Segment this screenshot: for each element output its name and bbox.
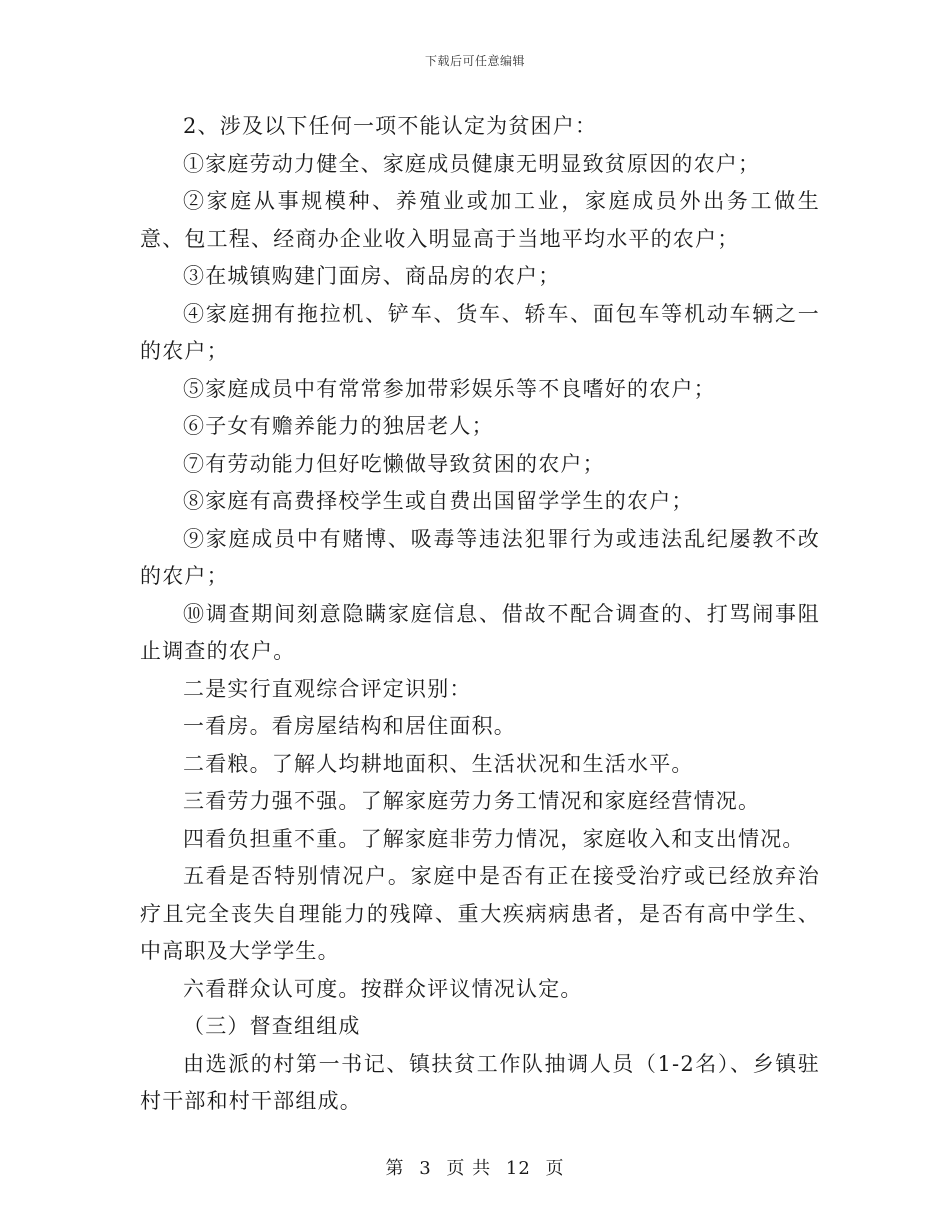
footer-prefix: 第 bbox=[385, 1158, 405, 1179]
section-heading: （三）督查组组成 bbox=[183, 1014, 361, 1038]
list-item: ⑩调查期间刻意隐瞒家庭信息、借故不配合调查的、打骂闹事阻止调查的农户。 bbox=[140, 601, 820, 663]
header-text: 下载后可任意编辑 bbox=[424, 54, 525, 68]
list-item: ⑨家庭成员中有赌博、吸毒等违法犯罪行为或违法乱纪屡教不改的农户； bbox=[140, 526, 820, 588]
paragraph: 四看负担重不重。了解家庭非劳力情况，家庭收入和支出情况。 bbox=[183, 826, 805, 851]
footer-suffix: 页 bbox=[545, 1158, 565, 1179]
footer-middle: 页 共 bbox=[446, 1158, 492, 1179]
paragraph: 二看粮。了解人均耕地面积、生活状况和生活水平。 bbox=[183, 751, 694, 776]
paragraph: 2、涉及以下任何一项不能认定为贫困户： bbox=[183, 114, 598, 138]
list-item: ②家庭从事规模种、养殖业或加工业，家庭成员外出务工做生意、包工程、经商办企业收入明显高于当地平均水平的农户； bbox=[140, 189, 820, 251]
page-footer bbox=[0, 1154, 950, 1180]
paragraph: 一看房。看房屋结构和居住面积。 bbox=[183, 714, 516, 738]
total-pages: 12 bbox=[505, 1158, 531, 1179]
list-item: ⑤家庭成员中有常常参加带彩娱乐等不良嗜好的农户； bbox=[183, 376, 716, 401]
page-number: 3 bbox=[419, 1158, 432, 1179]
list-item: ①家庭劳动力健全、家庭成员健康无明显致贫原因的农户； bbox=[183, 151, 761, 176]
list-item: ④家庭拥有拖拉机、铲车、货车、轿车、面包车等机动车辆之一的农户； bbox=[140, 301, 820, 363]
list-item: ⑥子女有赡养能力的独居老人； bbox=[183, 414, 494, 438]
paragraph: 三看劳力强不强。了解家庭劳力务工情况和家庭经营情况。 bbox=[183, 789, 761, 813]
document-body bbox=[140, 108, 820, 1121]
list-item: ⑦有劳动能力但好吃懒做导致贫困的农户； bbox=[183, 451, 605, 476]
paragraph: 六看群众认可度。按群众评议情况认定。 bbox=[183, 976, 583, 1001]
list-item: ⑧家庭有高费择校学生或自费出国留学学生的农户； bbox=[183, 489, 694, 513]
paragraph: 五看是否特别情况户。家庭中是否有正在接受治疗或已经放弃治疗且完全丧失自理能力的残障、重大疾病病患者，是否有高中学生、中高职及大学学生。 bbox=[140, 864, 820, 963]
paragraph: 由选派的村第一书记、镇扶贫工作队抽调人员（1-2名）、乡镇驻村干部和村干部组成。 bbox=[140, 1051, 820, 1113]
page-header bbox=[0, 52, 950, 69]
list-item: ③在城镇购建门面房、商品房的农户； bbox=[183, 264, 561, 288]
paragraph: 二是实行直观综合评定识别： bbox=[183, 676, 472, 701]
